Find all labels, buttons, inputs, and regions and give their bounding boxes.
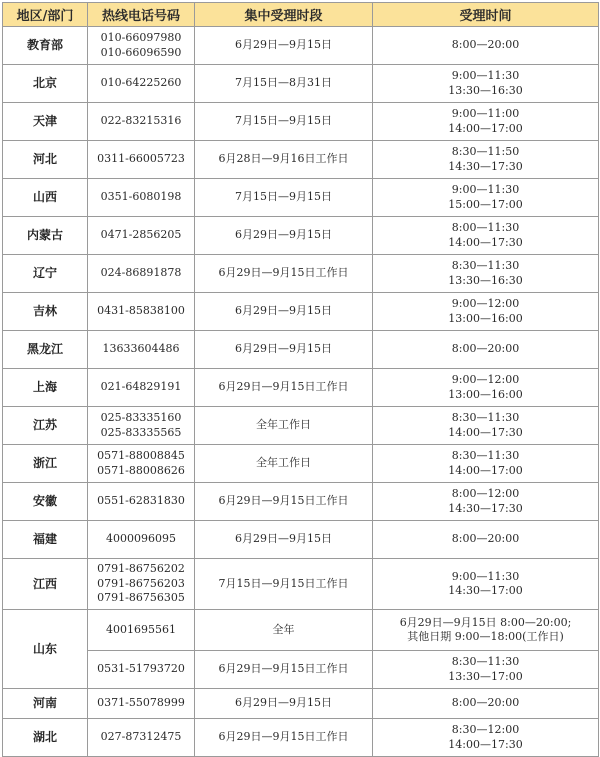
cell-period: 6月29日—9月15日工作日	[195, 483, 373, 521]
hours-line: 14:00—17:00	[448, 463, 523, 477]
phone-number: 025-83335160	[100, 411, 182, 424]
table-row	[3, 179, 599, 217]
phone-number: 010-66096590	[100, 45, 182, 59]
table-row	[3, 65, 599, 103]
phone-number: 0471-2856205	[100, 228, 182, 242]
cell-region: 安徽	[3, 483, 88, 521]
table-row	[3, 445, 599, 483]
cell-phone	[88, 719, 195, 757]
table-row	[3, 141, 599, 179]
phone-number: 0371-55078999	[97, 696, 185, 710]
hours-line: 8:30—11:50	[451, 145, 520, 158]
cell-period: 7月15日—9月15日	[195, 103, 373, 141]
hours-line: 14:00—17:30	[448, 425, 523, 439]
cell-hours	[373, 559, 599, 610]
cell-hours	[373, 407, 599, 445]
header-period: 集中受理时段	[195, 3, 373, 27]
cell-phone	[88, 559, 195, 610]
table-body	[3, 27, 599, 757]
cell-hours	[373, 689, 599, 719]
hotline-table-container	[2, 2, 598, 757]
cell-hours	[373, 179, 599, 217]
hours-line: 8:00—20:00	[451, 532, 520, 546]
cell-region: 河北	[3, 141, 88, 179]
header-phone: 热线电话号码	[88, 3, 195, 27]
cell-phone	[88, 141, 195, 179]
phone-number: 027-87312475	[100, 730, 182, 744]
cell-period: 6月29日—9月15日	[195, 331, 373, 369]
cell-hours	[373, 255, 599, 293]
table-header-row	[3, 3, 599, 27]
cell-hours	[373, 521, 599, 559]
cell-hours	[373, 651, 599, 689]
phone-number: 0531-51793720	[97, 662, 185, 676]
cell-phone	[88, 179, 195, 217]
table-row	[3, 255, 599, 293]
hours-line: 14:30—17:30	[448, 159, 523, 173]
table-row	[3, 369, 599, 407]
table-row	[3, 27, 599, 65]
hours-line: 13:30—16:30	[448, 83, 523, 97]
cell-phone	[88, 103, 195, 141]
cell-region: 吉林	[3, 293, 88, 331]
cell-period: 6月29日—9月15日工作日	[195, 651, 373, 689]
cell-region: 北京	[3, 65, 88, 103]
cell-region: 山东	[3, 610, 88, 689]
table-row	[3, 559, 599, 610]
cell-phone	[88, 445, 195, 483]
hours-line: 6月29日—9月15日 8:00—20:00;	[399, 615, 572, 629]
hours-line: 8:30—11:30	[451, 655, 520, 668]
hours-line: 9:00—12:00	[451, 297, 520, 310]
hours-line: 8:00—12:00	[451, 487, 520, 500]
cell-period: 6月29日—9月15日	[195, 217, 373, 255]
cell-region: 上海	[3, 369, 88, 407]
hours-line: 8:30—11:30	[451, 449, 520, 462]
cell-hours	[373, 65, 599, 103]
hours-line: 14:30—17:30	[448, 501, 523, 515]
cell-phone	[88, 407, 195, 445]
cell-phone	[88, 331, 195, 369]
table-row	[3, 331, 599, 369]
phone-number: 010-66097980	[100, 31, 182, 44]
cell-region: 内蒙古	[3, 217, 88, 255]
cell-region: 江西	[3, 559, 88, 610]
cell-hours	[373, 27, 599, 65]
hours-line: 8:00—20:00	[451, 38, 520, 52]
hours-line: 8:30—11:30	[451, 411, 520, 424]
cell-period: 6月29日—9月15日	[195, 521, 373, 559]
hours-line: 8:30—11:30	[451, 259, 520, 272]
table-row	[3, 103, 599, 141]
cell-region: 黑龙江	[3, 331, 88, 369]
cell-region: 山西	[3, 179, 88, 217]
cell-phone	[88, 293, 195, 331]
cell-period: 全年工作日	[195, 445, 373, 483]
cell-phone	[88, 483, 195, 521]
cell-period: 7月15日—9月15日工作日	[195, 559, 373, 610]
cell-hours	[373, 141, 599, 179]
cell-hours	[373, 719, 599, 757]
cell-phone	[88, 255, 195, 293]
table-row	[3, 217, 599, 255]
hours-line: 14:30—17:00	[448, 584, 523, 597]
cell-phone	[88, 521, 195, 559]
cell-hours	[373, 103, 599, 141]
hours-line: 9:00—11:30	[451, 183, 520, 196]
table-row	[3, 521, 599, 559]
phone-number: 0571-88008626	[97, 463, 185, 477]
hours-line: 13:30—16:30	[448, 273, 523, 287]
hours-line: 9:00—12:00	[451, 373, 520, 386]
cell-region: 湖北	[3, 719, 88, 757]
cell-phone	[88, 689, 195, 719]
hours-line: 14:00—17:30	[448, 737, 523, 751]
cell-hours	[373, 331, 599, 369]
phone-number: 4000096095	[106, 532, 176, 546]
cell-period: 6月28日—9月16日工作日	[195, 141, 373, 179]
cell-region: 浙江	[3, 445, 88, 483]
hours-line: 13:00—16:00	[448, 311, 523, 325]
phone-number: 0791-86756203	[97, 576, 185, 590]
hours-line: 14:00—17:30	[448, 235, 523, 249]
cell-region: 福建	[3, 521, 88, 559]
table-row	[3, 293, 599, 331]
cell-period: 6月29日—9月15日工作日	[195, 255, 373, 293]
cell-hours	[373, 217, 599, 255]
cell-phone	[88, 217, 195, 255]
cell-period: 6月29日—9月15日	[195, 689, 373, 719]
phone-number: 0571-88008845	[97, 449, 185, 462]
hours-line: 8:00—20:00	[451, 696, 520, 710]
hours-line: 9:00—11:30	[451, 569, 520, 583]
cell-hours	[373, 369, 599, 407]
cell-phone	[88, 610, 195, 651]
cell-period: 全年	[195, 610, 373, 651]
cell-region: 天津	[3, 103, 88, 141]
cell-region: 河南	[3, 689, 88, 719]
hours-line: 9:00—11:30	[451, 69, 520, 82]
cell-hours	[373, 483, 599, 521]
header-hours: 受理时间	[373, 3, 599, 27]
hours-line: 其他日期 9:00—18:00(工作日)	[407, 630, 564, 643]
header-region: 地区/部门	[3, 3, 88, 27]
hours-line: 9:00—11:00	[451, 107, 520, 120]
cell-hours	[373, 610, 599, 651]
phone-number: 0791-86756305	[97, 591, 185, 605]
hours-line: 8:30—12:00	[451, 723, 520, 736]
cell-period: 7月15日—8月31日	[195, 65, 373, 103]
phone-number: 024-86891878	[100, 266, 182, 280]
cell-hours	[373, 445, 599, 483]
hours-line: 13:30—17:00	[448, 669, 523, 683]
hotline-table	[2, 2, 599, 757]
phone-number: 021-64829191	[100, 380, 182, 394]
table-row	[3, 689, 599, 719]
cell-period: 6月29日—9月15日	[195, 27, 373, 65]
cell-phone	[88, 369, 195, 407]
phone-number: 010-64225260	[100, 76, 182, 90]
hours-line: 8:00—20:00	[451, 342, 520, 356]
cell-phone	[88, 27, 195, 65]
table-row	[3, 407, 599, 445]
cell-period: 6月29日—9月15日工作日	[195, 719, 373, 757]
cell-period: 全年工作日	[195, 407, 373, 445]
phone-number: 0431-85838100	[97, 304, 185, 318]
phone-number: 0351-6080198	[100, 190, 182, 204]
phone-number: 025-83335565	[100, 425, 182, 439]
cell-period: 6月29日—9月15日	[195, 293, 373, 331]
cell-period: 7月15日—9月15日	[195, 179, 373, 217]
phone-number: 13633604486	[102, 342, 180, 356]
cell-hours	[373, 293, 599, 331]
cell-phone	[88, 651, 195, 689]
phone-number: 4001695561	[106, 622, 176, 636]
table-row	[3, 719, 599, 757]
hours-line: 15:00—17:00	[448, 197, 523, 211]
hours-line: 13:00—16:00	[448, 387, 523, 401]
hours-line: 14:00—17:00	[448, 121, 523, 135]
cell-phone	[88, 65, 195, 103]
cell-period: 6月29日—9月15日工作日	[195, 369, 373, 407]
phone-number: 0311-66005723	[97, 152, 185, 166]
cell-region: 江苏	[3, 407, 88, 445]
hours-line: 8:00—11:30	[451, 221, 520, 234]
cell-region: 辽宁	[3, 255, 88, 293]
table-row	[3, 483, 599, 521]
phone-number: 0551-62831830	[97, 494, 185, 508]
table-row	[3, 610, 599, 651]
table-row	[3, 651, 599, 689]
phone-number: 0791-86756202	[97, 562, 185, 576]
phone-number: 022-83215316	[100, 114, 182, 128]
cell-region: 教育部	[3, 27, 88, 65]
